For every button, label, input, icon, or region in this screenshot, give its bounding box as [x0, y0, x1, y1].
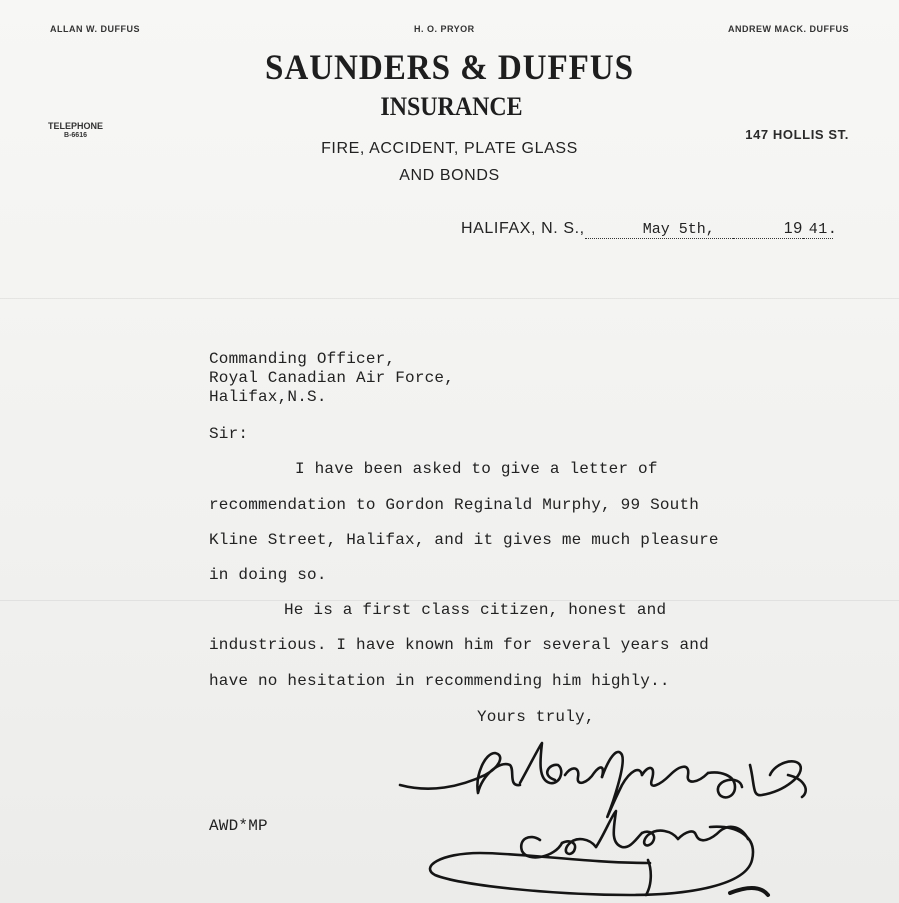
salutation: Sir: — [209, 425, 249, 443]
body-line: He is a first class citizen, honest and — [284, 601, 667, 619]
partner-name-center: H. O. PRYOR — [414, 24, 475, 34]
dateline-year-suffix-text: 41. — [808, 221, 838, 238]
insurance-lines-row1: FIRE, ACCIDENT, PLATE GLASS — [321, 140, 578, 157]
dateline-place: HALIFAX, N. S., — [461, 220, 585, 237]
dateline-year-prefix-text: 19 — [783, 220, 803, 237]
paper-fold — [0, 298, 899, 299]
recipient-line: Commanding Officer, — [209, 350, 396, 368]
body-line: industrious. I have known him for several years and — [209, 636, 709, 654]
body-line: have no hesitation in recommending him highly.. — [209, 672, 670, 690]
telephone-block — [48, 122, 103, 140]
insurance-lines-row2: AND BONDS — [399, 167, 500, 184]
recipient-line: Royal Canadian Air Force, — [209, 369, 455, 387]
partner-name-right: ANDREW MACK. DUFFUS — [728, 24, 849, 34]
dateline-year-suffix — [803, 221, 838, 239]
closing: Yours truly, — [477, 708, 595, 726]
dateline — [461, 220, 838, 239]
dateline-date-text: May 5th, — [642, 221, 715, 238]
body-line: Kline Street, Halifax, and it gives me much pleasure — [209, 531, 719, 549]
firm-business: INSURANCE — [380, 92, 523, 121]
dateline-date — [585, 221, 733, 239]
handwritten-signature — [390, 735, 830, 903]
telephone-number: B-6616 — [64, 132, 87, 139]
firm-name: SAUNDERS & DUFFUS — [265, 47, 634, 87]
reference-initials: AWD*MP — [209, 817, 268, 835]
partner-name-left: ALLAN W. DUFFUS — [50, 24, 140, 34]
body-line: in doing so. — [209, 566, 327, 584]
telephone-label: TELEPHONE — [48, 121, 104, 131]
body-line: I have been asked to give a letter of — [295, 460, 658, 478]
recipient-line: Halifax,N.S. — [209, 388, 327, 406]
street-address: 147 HOLLIS ST. — [745, 127, 849, 142]
dateline-year-prefix — [733, 220, 803, 239]
body-line: recommendation to Gordon Reginald Murphy, 99 South — [209, 496, 700, 514]
